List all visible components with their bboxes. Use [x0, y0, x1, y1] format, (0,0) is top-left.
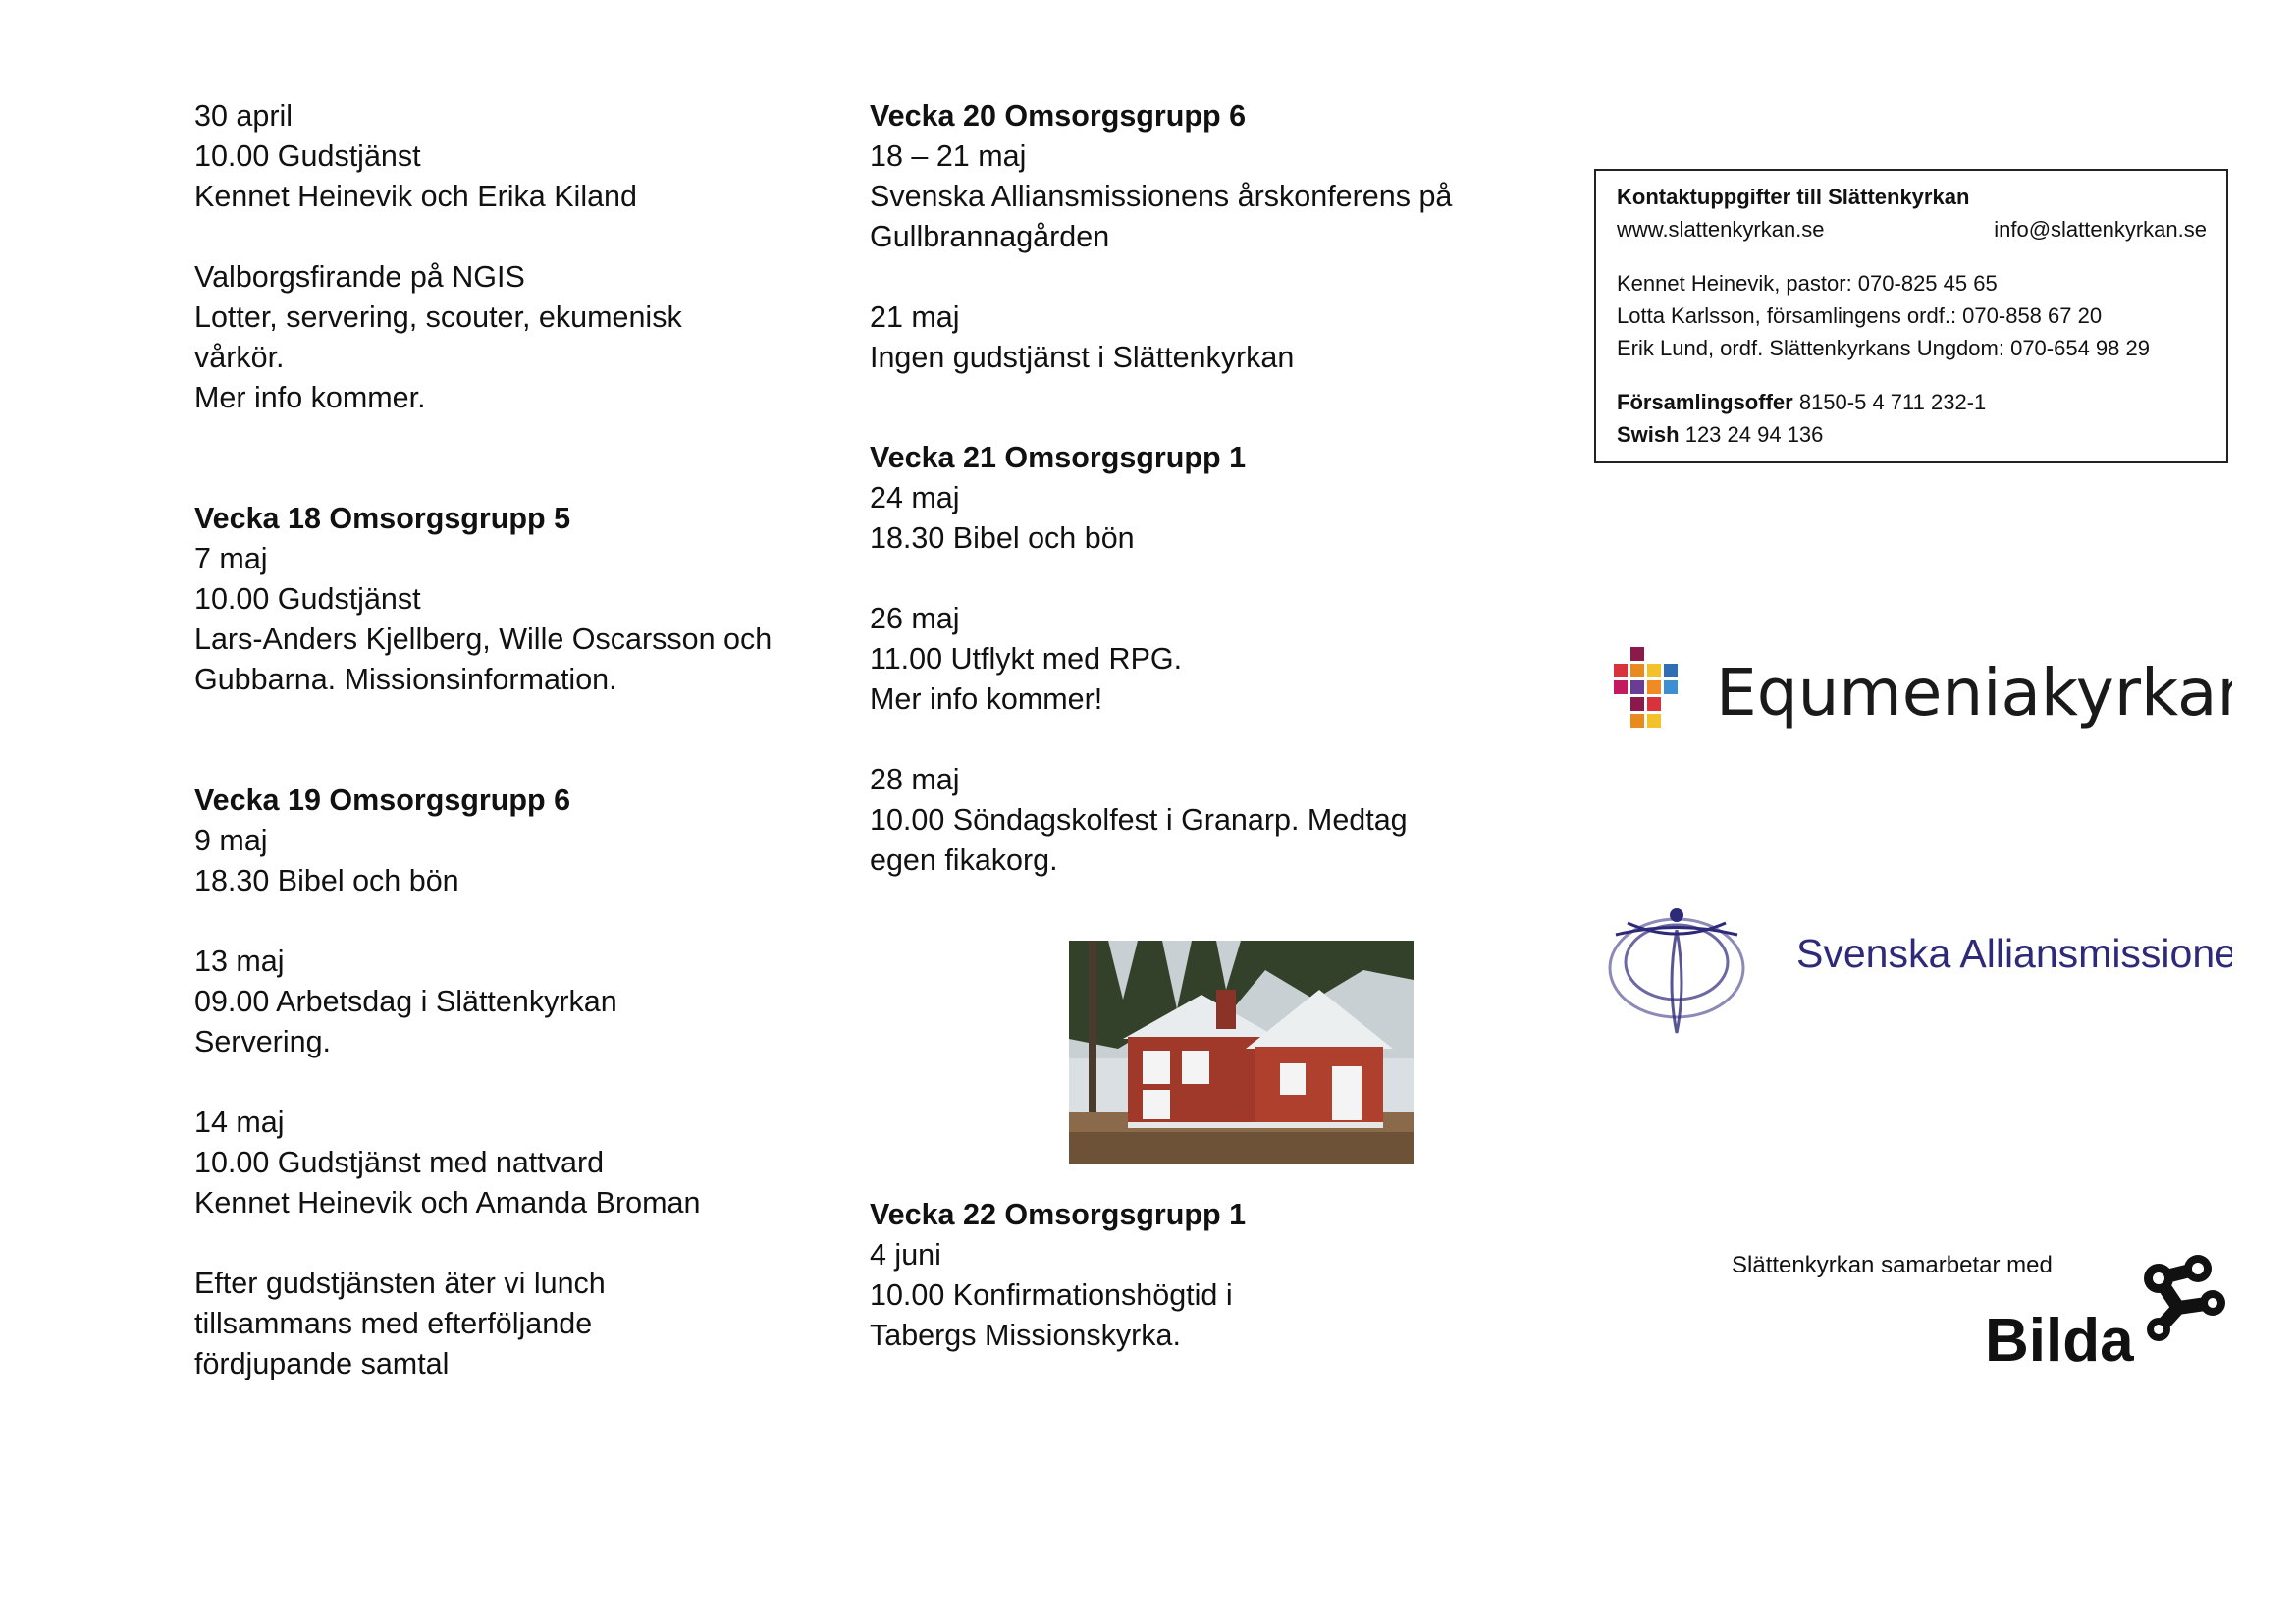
text-line: 10.00 Konfirmationshögtid i [870, 1278, 1233, 1312]
column-middle [870, 96, 1498, 1356]
equmenia-cross-square [1630, 647, 1644, 661]
contact-title: Kontaktuppgifter till Slättenkyrkan [1617, 185, 1970, 209]
contact-person: Kennet Heinevik, pastor: 070-825 45 65 [1617, 271, 1998, 296]
website-link[interactable]: www.slattenkyrkan.se [1617, 217, 1825, 242]
equmenia-cross-square [1614, 680, 1628, 694]
sam-logo [1608, 905, 2232, 1039]
text-line: 28 maj [870, 763, 960, 796]
text-line: Gubbarna. Missionsinformation. [194, 663, 617, 696]
sam-figure-icon [1608, 905, 2232, 1039]
offer-row [1617, 386, 2207, 418]
contact-person: Erik Lund, ordf. Slättenkyrkans Ungdom: 070-654 98 29 [1617, 336, 2150, 360]
text-line: 18 – 21 maj [870, 139, 1027, 173]
text-line: Svenska Alliansmissionens årskonferens på [870, 180, 1453, 213]
text-line: 10.00 Gudstjänst [194, 582, 421, 616]
house-photo [1069, 941, 1414, 1164]
text-line: 10.00 Gudstjänst [194, 139, 421, 173]
text-line: 13 maj [194, 945, 285, 978]
text-line: 10.00 Gudstjänst med nattvard [194, 1146, 605, 1179]
text-line: 24 maj [870, 481, 960, 514]
svg-text:Svenska Alliansmissionen: Svenska Alliansmissionen [1796, 931, 2232, 976]
email-link[interactable]: info@slattenkyrkan.se [1994, 217, 2207, 242]
equmenia-cross-square [1647, 714, 1661, 728]
week-heading: Vecka 20 Omsorgsgrupp 6 [870, 99, 1247, 133]
equmenia-cross-square [1614, 664, 1628, 677]
offer-label: Församlingsoffer [1617, 390, 1793, 414]
column-left [194, 96, 803, 1384]
text-line: Valborgsfirande på NGIS [194, 260, 525, 294]
text-line: Mer info kommer! [870, 682, 1103, 716]
swish-row [1617, 418, 2207, 451]
text-line: 9 maj [194, 824, 268, 857]
text-line: Mer info kommer. [194, 381, 426, 414]
swish-label: Swish [1617, 422, 1680, 447]
text-line: Ingen gudstjänst i Slättenkyrkan [870, 341, 1295, 374]
text-line: 21 maj [870, 300, 960, 334]
svg-text:Bilda: Bilda [1987, 1307, 2134, 1371]
swish-value: 123 24 94 136 [1684, 422, 1824, 447]
equmenia-cross-icon [1610, 643, 2232, 737]
week-heading: Vecka 22 Omsorgsgrupp 1 [870, 1198, 1247, 1231]
week-heading: Vecka 19 Omsorgsgrupp 6 [194, 784, 571, 817]
text-line: 10.00 Söndagskolfest i Granarp. Medtag [870, 803, 1408, 837]
text-line: 26 maj [870, 602, 960, 635]
text-line: 30 april [194, 99, 294, 133]
equmenia-cross-square [1630, 664, 1644, 677]
equmenia-cross-square [1630, 714, 1644, 728]
text-line: Servering. [194, 1025, 332, 1058]
text-line: Kennet Heinevik och Erika Kiland [194, 180, 637, 213]
text-line: tillsammans med efterföljande [194, 1307, 593, 1340]
text-line: Efter gudstjänsten äter vi lunch [194, 1267, 606, 1300]
bilda-molecule-icon [1987, 1249, 2232, 1371]
text-line: Gullbrannagården [870, 220, 1110, 253]
equmenia-cross-square [1664, 680, 1678, 694]
offer-value: 8150-5 4 711 232-1 [1798, 390, 1987, 414]
text-line: Tabergs Missionskyrka. [870, 1319, 1181, 1352]
equmenia-cross-square [1630, 697, 1644, 711]
week-heading: Vecka 18 Omsorgsgrupp 5 [194, 502, 571, 535]
equmenia-cross-square [1647, 680, 1661, 694]
text-line: 09.00 Arbetsdag i Slättenkyrkan [194, 985, 617, 1018]
week-heading: Vecka 21 Omsorgsgrupp 1 [870, 441, 1247, 474]
equmenia-cross-square [1664, 664, 1678, 677]
house-photo-illustration [1069, 941, 1414, 1164]
text-line: Kennet Heinevik och Amanda Broman [194, 1186, 701, 1219]
text-line: vårkör. [194, 341, 285, 374]
contact-person: Lotta Karlsson, församlingens ordf.: 070-858 67 20 [1617, 303, 2103, 328]
cooperation-text: Slättenkyrkan samarbetar med [1732, 1252, 2053, 1278]
text-line: 18.30 Bibel och bön [870, 521, 1135, 555]
equmenia-cross-square [1630, 680, 1644, 694]
contact-web-row [1617, 213, 2207, 245]
bilda-logo [1987, 1249, 2232, 1371]
text-line: Lotter, servering, scouter, ekumenisk [194, 300, 682, 334]
text-line: 11.00 Utflykt med RPG. [870, 642, 1183, 676]
text-line: egen fikakorg. [870, 843, 1058, 877]
equmenia-cross-square [1647, 664, 1661, 677]
text-line: 7 maj [194, 542, 268, 575]
equmeniakyrkan-logo [1610, 643, 2232, 737]
contact-box [1594, 169, 2228, 463]
svg-text:Equmeniakyrkan: Equmeniakyrkan [1716, 655, 2232, 731]
text-line: 14 maj [194, 1106, 285, 1139]
equmenia-cross-square [1647, 697, 1661, 711]
text-line: fördjupande samtal [194, 1347, 450, 1380]
text-line: 4 juni [870, 1238, 941, 1272]
text-line: Lars-Anders Kjellberg, Wille Oscarsson och [194, 623, 773, 656]
text-line: 18.30 Bibel och bön [194, 864, 459, 897]
